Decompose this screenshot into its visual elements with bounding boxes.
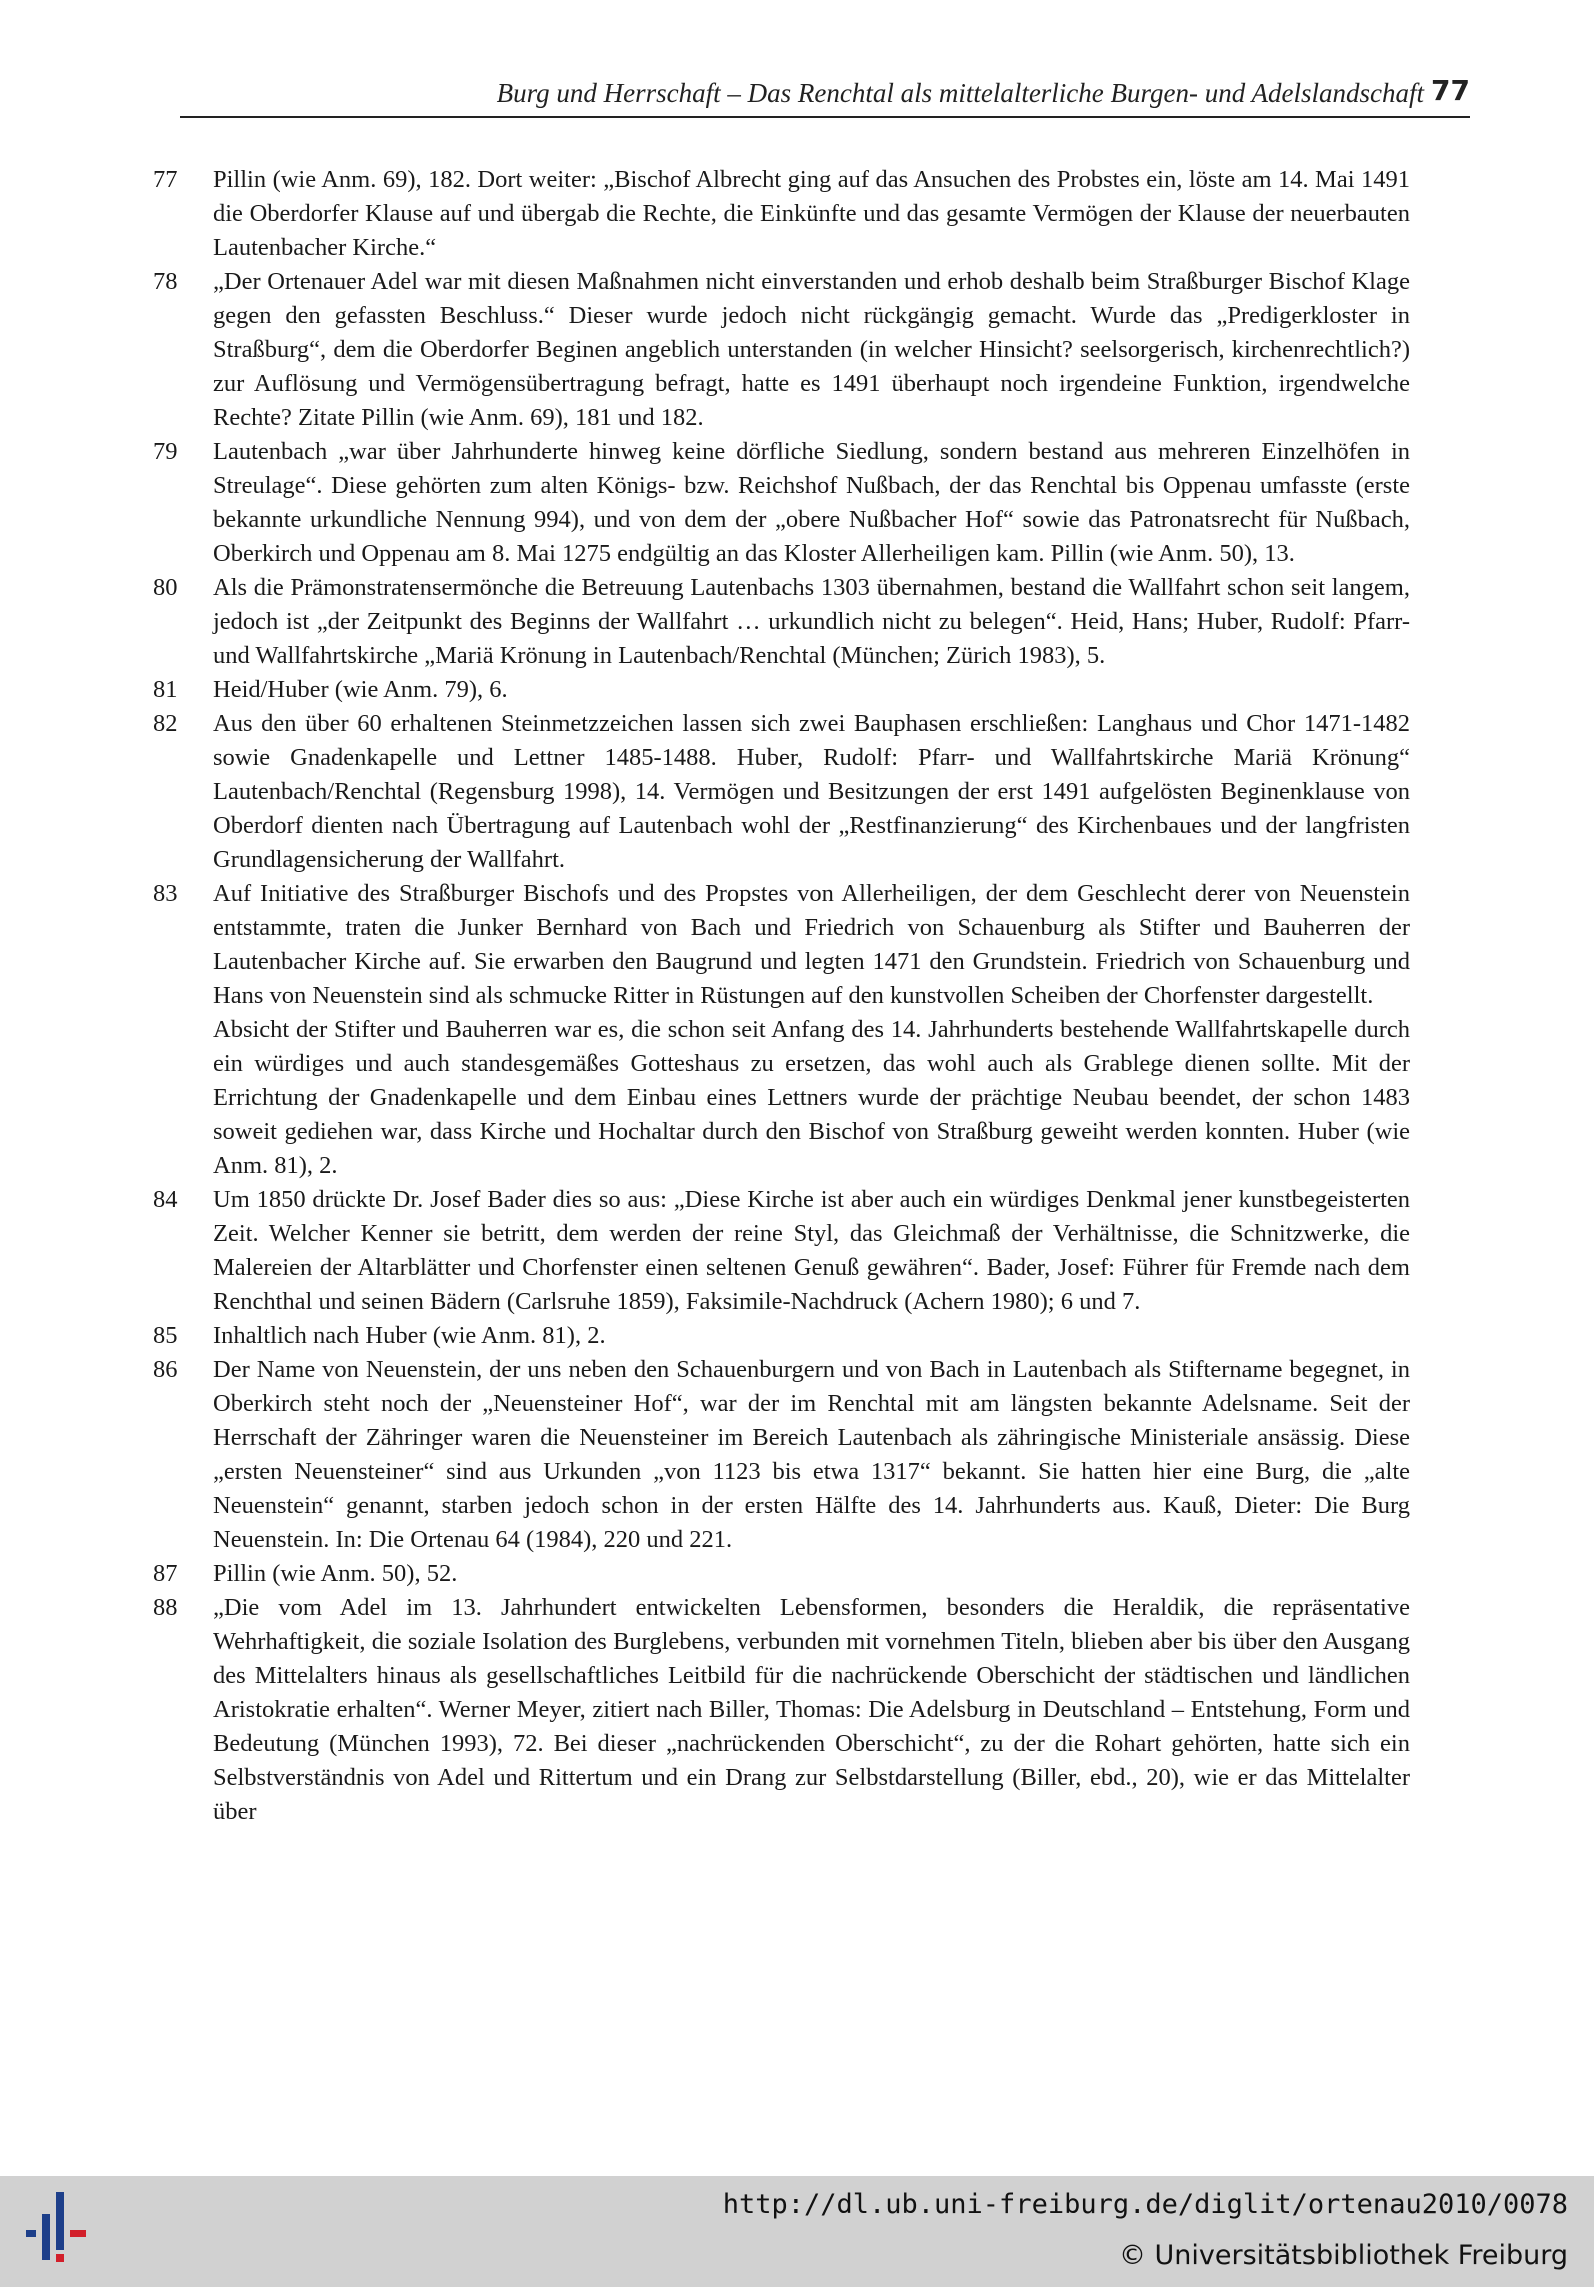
footnote-text: Lautenbach „war über Jahrhunderte hinweg keine dörfliche Siedlung, sondern bestand aus mehreren Einzelhöfen in Streulage“. Diese gehörten zum alten Königs- bzw. Reichshof Nußbach, der das Renchtal bis Oppenau umfasste (erste bekannte urkundliche Nennung 994), und von dem der „obere Nußbacher Hof“ sowie das Patronatsrecht für Nußbach, Oberkirch und Oppenau am 8. Mai 1275 endgültig an das Kloster Allerheiligen kam. Pillin (wie Anm. 50), 13. bbox=[213, 438, 1410, 567]
footnote-text: Heid/Huber (wie Anm. 79), 6. bbox=[213, 676, 508, 703]
footnote-text: Pillin (wie Anm. 69), 182. Dort weiter: „Bischof Albrecht ging auf das Ansuchen des Probstes ein, löste am 14. Mai 1491 die Oberdorfer Klause auf und übergab die Rechte, die Einkünfte und das gesamte Vermögen der Klause der neuerbauten Lautenbacher Kirche.“ bbox=[213, 166, 1410, 261]
footnote-text: Auf Initiative des Straßburger Bischofs und des Propstes von Allerheiligen, der dem Geschlecht derer von Neuenstein entstammte, traten die Junker Bernhard von Bach und Friedrich von Schauenburg als Stifter und Bauherren der Lautenbacher Kirche auf. Sie erwarben den Baugrund und legten 1471 den Grundstein. Friedrich von Schauenburg und Hans von Neuenstein sind als schmucke Ritter in Rüstungen auf den kunstvollen Scheiben der Chorfenster dargestellt. bbox=[213, 880, 1410, 1009]
footnote-number: 84 bbox=[153, 1186, 178, 1213]
footnote bbox=[153, 1591, 1410, 1829]
footnote bbox=[153, 435, 1410, 571]
footnote bbox=[153, 707, 1410, 877]
footnote-text: Aus den über 60 erhaltenen Steinmetzzeichen lassen sich zwei Bauphasen erschließen: Langhaus und Chor 1471-1482 sowie Gnadenkapelle und Lettner 1485-1488. Huber, Rudolf: Pfarr- und Wallfahrtskirche Mariä Krönung“ Lautenbach/Renchtal (Regensburg 1998), 14. Vermögen und Besitzungen der erst 1491 aufgelösten Beginenklause von Oberdorf dienten nach Übertragung auf Lautenbach wohl der „Restfinanzierung“ des Kirchenbaues und der langfristen Grundlagensicherung der Wallfahrt. bbox=[213, 710, 1410, 873]
running-header-title: Burg und Herrschaft – Das Renchtal als mittelalterliche Burgen- und Adelslandschaft bbox=[496, 78, 1424, 108]
footnote-number: 86 bbox=[153, 1356, 178, 1383]
footnote-text: „Die vom Adel im 13. Jahrhundert entwickelten Lebensformen, besonders die Heraldik, die repräsentative Wehrhaftigkeit, die soziale Isolation des Burglebens, verbunden mit vornehmen Titeln, blieben aber bis über den Ausgang des Mittelalters hinaus als gesellschaftliches Leitbild für die nachrückende Oberschicht der städtischen und ländlichen Aristokratie erhalten“. Werner Meyer, zitiert nach Biller, Thomas: Die Adelsburg in Deutschland – Entstehung, Form und Bedeutung (München 1993), 72. Bei dieser „nachrückenden Oberschicht“, zu der die Rohart gehörten, hatte sich ein Selbstverständnis von Adel und Rittertum und ein Drang zur Selbstdarstellung (Biller, ebd., 20), wie er das Mittelalter über bbox=[213, 1594, 1410, 1825]
copyright-text: © Universitätsbibliothek Freiburg bbox=[1118, 2240, 1568, 2271]
running-header bbox=[180, 72, 1470, 118]
footnote-number: 82 bbox=[153, 710, 178, 737]
footnote-number: 88 bbox=[153, 1594, 178, 1621]
page-number: 77 bbox=[1431, 74, 1470, 107]
footnote bbox=[153, 1319, 1410, 1353]
source-url-link[interactable]: http://dl.ub.uni-freiburg.de/diglit/ortenau2010/0078 bbox=[722, 2189, 1568, 2220]
footnote bbox=[153, 163, 1410, 265]
footnote-number: 85 bbox=[153, 1322, 178, 1349]
footnote-text: Als die Prämonstratensermönche die Betreuung Lautenbachs 1303 übernahmen, bestand die Wallfahrt schon seit langem, jedoch ist „der Zeitpunkt des Beginns der Wallfahrt … urkundlich nicht zu belegen“. Heid, Hans; Huber, Rudolf: Pfarr- und Wallfahrtskirche „Mariä Krönung in Lautenbach/Renchtal (München; Zürich 1983), 5. bbox=[213, 574, 1410, 669]
footnote-text: Der Name von Neuenstein, der uns neben den Schauenburgern und von Bach in Lautenbach als Stiftername begegnet, in Oberkirch steht noch der „Neuensteiner Hof“, war der im Renchtal mit am längsten bekannte Adelsname. Seit der Herrschaft der Zähringer waren die Neuensteiner im Bereich Lautenbach als zähringische Ministeriale ansässig. Diese „ersten Neuensteiner“ sind aus Urkunden „von 1123 bis etwa 1317“ bekannt. Sie hatten hier eine Burg, die „alte Neuenstein“ genannt, starben jedoch schon in der ersten Hälfte des 14. Jahrhunderts aus. Kauß, Dieter: Die Burg Neuenstein. In: Die Ortenau 64 (1984), 220 und 221. bbox=[213, 1356, 1410, 1553]
footnote-number: 80 bbox=[153, 574, 178, 601]
footnote bbox=[153, 265, 1410, 435]
footnote-number: 77 bbox=[153, 166, 178, 193]
footnote-text-continued: Absicht der Stifter und Bauherren war es, die schon seit Anfang des 14. Jahrhunderts bestehende Wallfahrtskapelle durch ein würdiges und auch standesgemäßes Gotteshaus zu ersetzen, das wohl auch als Grablege dienen sollte. Mit der Errichtung der Gnadenkapelle und dem Einbau eines Lettners wurde der prächtige Neubau beendet, der schon 1483 soweit gediehen war, dass Kirche und Hochaltar durch den Bischof von Straßburg geweiht werden konnten. Huber (wie Anm. 81), 2. bbox=[213, 1016, 1410, 1179]
footnote-text: Um 1850 drückte Dr. Josef Bader dies so aus: „Diese Kirche ist aber auch ein würdiges Denkmal jener kunstbegeisterten Zeit. Welcher Kenner sie betritt, dem werden der reine Styl, das Gleichmaß der Verhältnisse, die Schnitzwerke, die Malereien der Altarblätter und Chorfenster einen seltenen Genuß gewähren“. Bader, Josef: Führer für Fremde nach dem Renchthal und seinen Bädern (Carlsruhe 1859), Faksimile-Nachdruck (Achern 1980); 6 und 7. bbox=[213, 1186, 1410, 1315]
footnote-number: 83 bbox=[153, 880, 178, 907]
footnote bbox=[153, 571, 1410, 673]
footnote-number: 87 bbox=[153, 1560, 178, 1587]
footnote-text: „Der Ortenauer Adel war mit diesen Maßnahmen nicht einverstanden und erhob deshalb beim Straßburger Bischof Klage gegen den gefassten Beschluss.“ Dieser wurde jedoch nicht rückgängig gemacht. Wurde das „Predigerkloster in Straßburg“, dem die Oberdorfer Beginen angeblich unterstanden (in welcher Hinsicht? seelsorgerisch, kirchenrechtlich?) zur Auflösung und Vermögensübertragung befragt, hatte es 1491 überhaupt noch irgendeine Funktion, irgendwelche Rechte? Zitate Pillin (wie Anm. 69), 181 und 182. bbox=[213, 268, 1410, 431]
footnote-text: Pillin (wie Anm. 50), 52. bbox=[213, 1560, 458, 1587]
footnote bbox=[153, 877, 1410, 1183]
footnote bbox=[153, 1353, 1410, 1557]
footnote-number: 78 bbox=[153, 268, 178, 295]
footnote-number: 79 bbox=[153, 438, 178, 465]
footnote bbox=[153, 1183, 1410, 1319]
footnote-number: 81 bbox=[153, 676, 178, 703]
footnote bbox=[153, 1557, 1410, 1591]
footnotes bbox=[153, 163, 1410, 1829]
footnote bbox=[153, 673, 1410, 707]
footnote-text: Inhaltlich nach Huber (wie Anm. 81), 2. bbox=[213, 1322, 606, 1349]
ub-freiburg-logo-icon bbox=[20, 2188, 100, 2268]
